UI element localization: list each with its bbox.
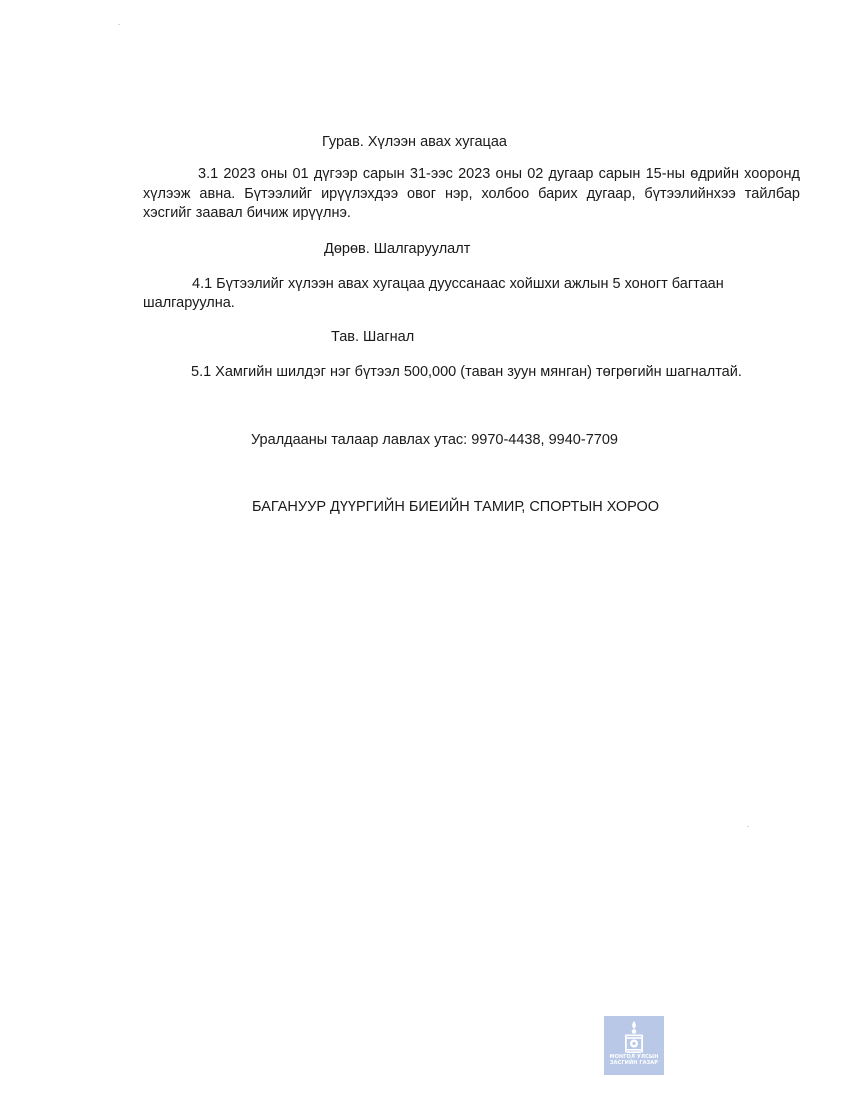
section-three-title: Гурав. Хүлээн авах хугацаа [322, 134, 507, 150]
section-five-paragraph: 5.1 Хамгийн шилдэг нэг бүтээл 500,000 (таван зуун мянган) төгрөгийн шагналтай. [191, 364, 742, 380]
section-three-paragraph: 3.1 2023 оны 01 дүгээр сарын 31-ээс 2023 оны 02 дугаар сарын 15-ны өдрийн хооронд хүлээж авна. Бүтээлийг ирүүлэхдээ овог нэр, холбоо барих дугаар, бүтээлийнхээ тайлбар хэсгийг заавал бичиж ирүүлнэ. [143, 166, 800, 221]
section-five-title: Тав. Шагнал [331, 329, 415, 345]
scan-speck [747, 826, 749, 827]
contact-phone-line: Уралдааны талаар лавлах утас: 9970-4438, 9940-7709 [251, 432, 618, 448]
seal-text-line2: ЗАСГИЙН ГАЗАР [609, 1060, 658, 1066]
section-four-title: Дөрөв. Шалгаруулалт [324, 241, 471, 257]
seal-text-line1: МОНГОЛ УЛСЫН [609, 1054, 659, 1060]
section-four-paragraph-line2: шалгаруулна. [143, 295, 235, 311]
section-four-paragraph-line1: 4.1 Бүтээлийг хүлээн авах хугацаа дуусcанаас хойшхи ажлын 5 хоногт багтаан [192, 276, 724, 292]
organization-signature: БАГАНУУР ДҮҮРГИЙН БИЕИЙН ТАМИР, СПОРТЫН ХОРОО [252, 499, 660, 515]
government-seal-stamp [604, 1016, 664, 1075]
scan-speck [118, 24, 120, 25]
soyombo-emblem-icon [619, 1020, 649, 1054]
